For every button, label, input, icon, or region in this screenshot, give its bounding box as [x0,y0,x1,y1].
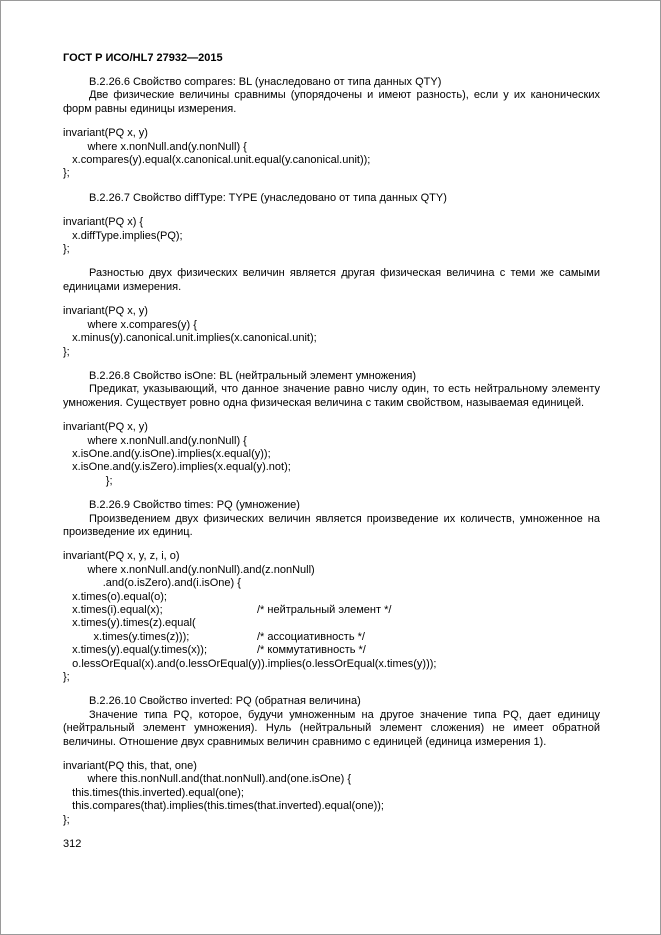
code-line: x.isOne.and(y.isZero).implies(x.equal(y).not); [63,461,291,474]
code-block [63,127,600,181]
code-line: invariant(PQ x) { [63,216,144,229]
code-block [63,421,600,488]
code-line: }; [63,671,70,684]
code-comment: /* ассоциативность */ [257,630,365,643]
body-paragraph: Две физические величины сравнимы (упорядочены и имеют разность), если у их канонических форм равны единицы измерения. [63,89,600,115]
code-line: where this.nonNull.and(that.nonNull).and(one.isOne) { [63,773,351,786]
code-text: x.times(i).equal(x); [63,604,163,616]
code-line: x.diffType.implies(PQ); [63,229,183,242]
code-line: x.times(y).times(z).equal( [63,617,196,630]
code-text: x.times(y).equal(y.times(x)); [63,644,208,657]
code-line: }; [63,243,70,256]
body-paragraph: Значение типа PQ, которое, будучи умноженным на другое значение типа PQ, дает единицу (нейтральный элемент умножения). Нуль (нейтральный элемент сложения) не имеет обратной величины. Отношение двух сравнимых величин сравнимо с единицей (единица измерения 1). [63,708,600,748]
code-line: invariant(PQ this, that, one) [63,760,197,773]
document-header: ГОСТ Р ИСО/HL7 27932—2015 [63,52,223,64]
code-line: x.compares(y).equal(x.canonical.unit.equal(y.canonical.unit)); [63,154,371,167]
code-line: where x.nonNull.and(y.nonNull) { [63,434,247,447]
code-line: this.times(this.inverted).equal(one); [63,786,244,799]
code-line: where x.nonNull.and(y.nonNull) { [63,140,247,153]
code-comment: /* коммутативность */ [257,644,366,657]
code-line: where x.compares(y) { [63,318,197,331]
code-block [63,760,600,827]
code-line: invariant(PQ x, y) [63,421,148,434]
code-line: x.minus(y).canonical.unit.implies(x.canonical.unit); [63,332,317,345]
code-line [63,644,600,657]
section-heading: В.2.26.10 Свойство inverted: PQ (обратная величина) [89,695,361,708]
section-heading: В.2.26.9 Свойство times: PQ (умножение) [89,499,300,512]
code-line: o.lessOrEqual(x).and(o.lessOrEqual(y)).implies(o.lessOrEqual(x.times(y))); [63,657,437,670]
code-line: invariant(PQ x, y) [63,305,148,318]
section-heading: В.2.26.7 Свойство diffType: TYPE (унаследовано от типа данных QTY) [89,191,447,204]
code-line: }; [63,167,70,180]
code-line [63,604,600,617]
page-content [1,1,660,852]
code-line: }; [63,345,70,358]
code-line: x.times(o).equal(o); [63,590,167,603]
code-line: where x.nonNull.and(y.nonNull).and(z.nonNull) [63,563,315,576]
section-heading: В.2.26.6 Свойство compares: BL (унаследовано от типа данных QTY) [89,76,442,88]
code-line: }; [63,474,113,487]
code-block [63,305,600,359]
code-comment: /* нейтральный элемент */ [257,604,392,616]
code-line: invariant(PQ x, y) [63,127,148,140]
code-line [63,631,600,644]
code-block [63,216,600,256]
document-body [63,76,600,827]
code-text: x.times(y.times(z))); [63,630,190,643]
code-line: this.compares(that).implies(this.times(that.inverted).equal(one)); [63,800,384,813]
code-line: invariant(PQ x, y, z, i, o) [63,550,180,563]
body-paragraph: Произведением двух физических величин является произведение их количеств, умноженное на произведение их единиц. [63,512,600,538]
code-line: }; [63,813,70,826]
code-line: .and(o.isZero).and(i.isOne) { [63,577,241,590]
page-number: 312 [63,838,82,851]
code-block [63,550,600,684]
body-paragraph: Предикат, указывающий, что данное значение равно числу один, то есть нейтральному элементу умножения. Существует ровно одна физическая величина с таким свойством, называемая единицей. [63,383,600,409]
body-paragraph: Разностью двух физических величин является другая физическая величина с теми же самыми единицами измерения. [63,267,600,293]
code-line: x.isOne.and(y.isOne).implies(x.equal(y)); [63,447,271,460]
section-heading: В.2.26.8 Свойство isOne: BL (нейтральный элемент умножения) [89,369,417,382]
